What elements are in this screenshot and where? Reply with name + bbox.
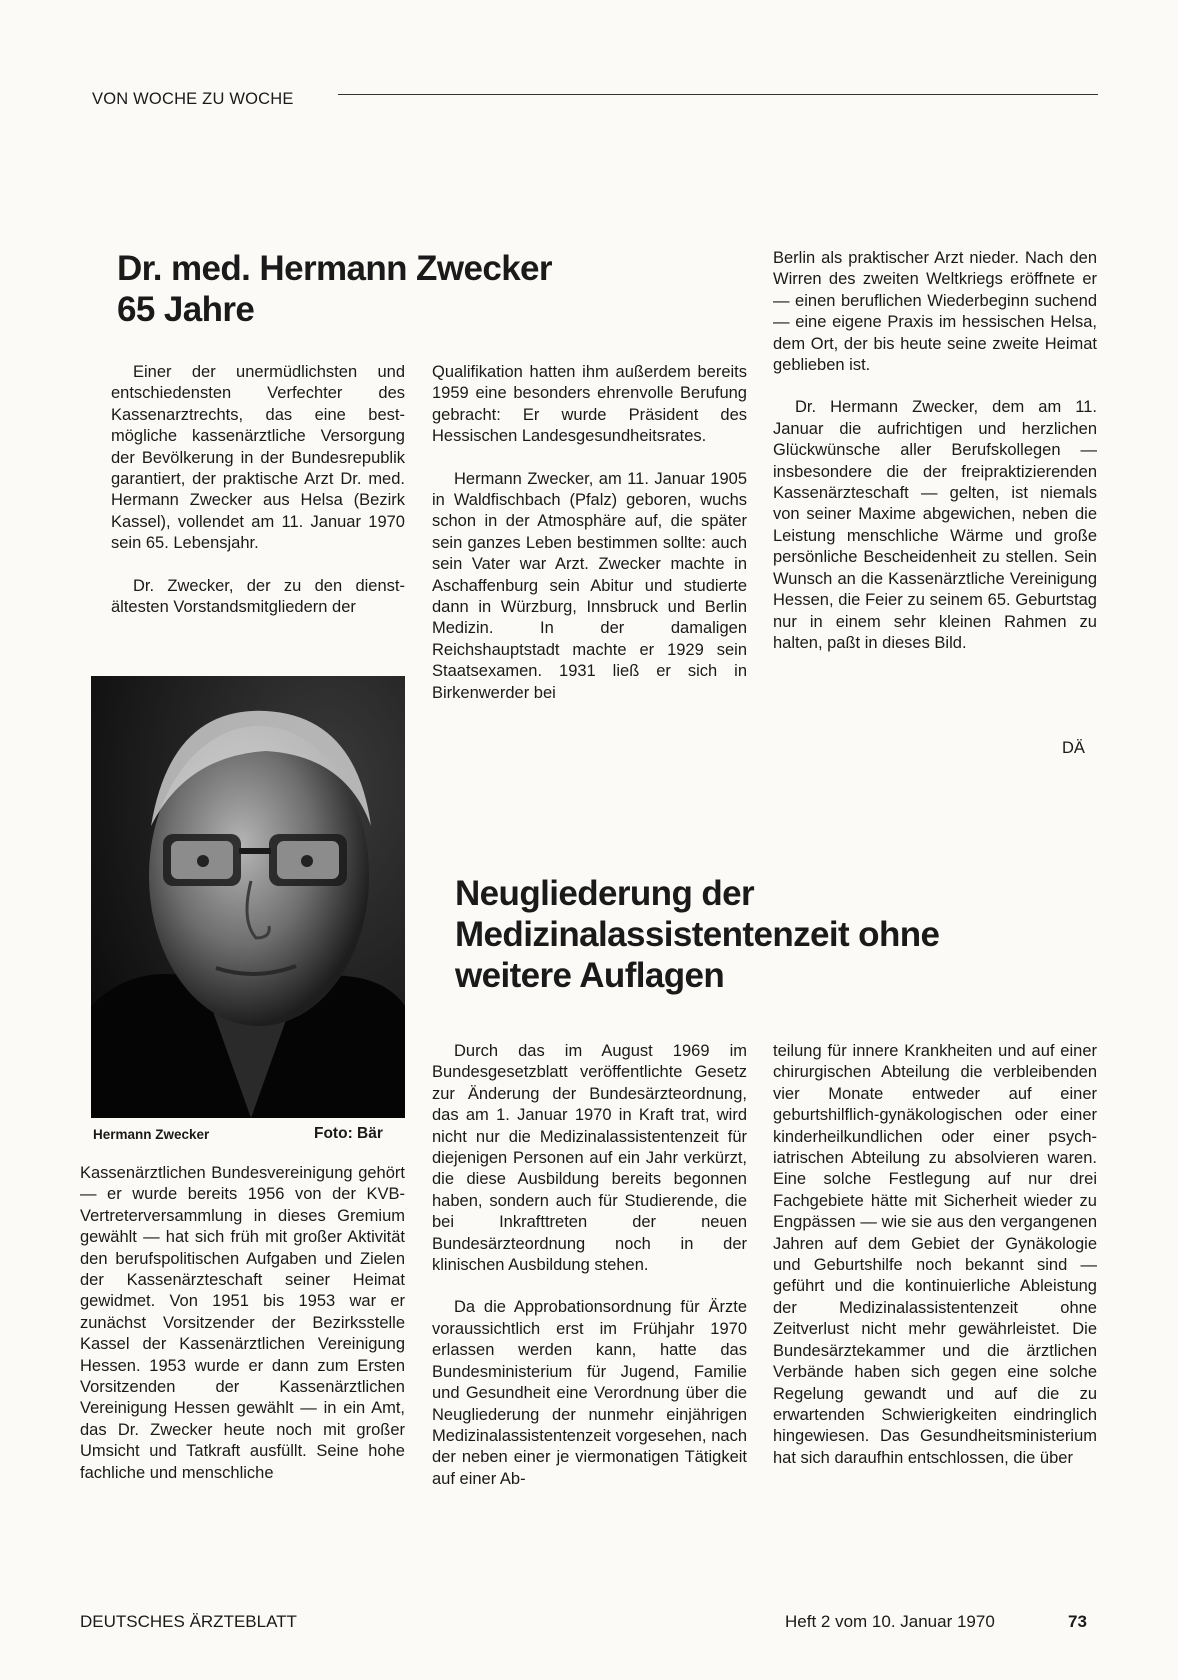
article2-title-line2: Medizinalassistentenzeit ohne (455, 915, 940, 954)
article1-col2-paragraph: Hermann Zwecker, am 11. Januar 1905 in Waldfischbach (Pfalz) geboren, wuchs schon in der Atmosphäre auf, die später sein ganzes Leben bestimmen sollte: auch sein Vater war Arzt. Zwecker machte in Aschaffenburg sein Abitur und studierte dann in Würzburg, Innsbruck und Berlin Medizin. In der damaligen Reichshauptstadt machte er 1929 sein Staatsexamen. 1931 ließ er sich in Birkenwerder bei (432, 469, 747, 702)
article1-col1-paragraph: Dr. Zwecker, der zu den dienstältesten Vorstandsmitgliedern der (111, 576, 405, 617)
article1-col2-paragraph: Qualifikation hatten ihm außerdem bereits 1959 eine besonders ehrenvolle Berufung gebracht: Er wurde Präsident des Hessischen Landesgesundheitsrates. (432, 363, 747, 446)
header-rule (338, 94, 1098, 95)
article1-col3-paragraph: Berlin als praktischer Arzt nieder. Nach den Wirren des zweiten Weltkriegs eröffnete er — einen beruflichen Wiederbeginn suchend — eine eigene Praxis im hessischen Helsa, dem Ort, der bis heute seine zweite Heimat geblieben ist. (773, 249, 1097, 375)
article2-title (455, 873, 939, 996)
article2-title-line3: weitere Auflagen (455, 956, 725, 995)
article2-col1-paragraph: Da die Approbationsordnung für Ärzte voraussichtlich erst im Frühjahr 1970 erlassen werden kann, hatte das Bundesministerium für Jugend, Familie und Gesundheit eine Verordnung über die Neugliederung der nunmehr einjährigen Medizinalassistentenzeit vorgesehen, nach der neben einer je viermonatigen Tätigkeit auf einer Ab- (432, 1298, 747, 1488)
article1-column2 (432, 362, 747, 704)
section-kicker: VON WOCHE ZU WOCHE (92, 90, 294, 108)
photo-caption: Hermann Zwecker (93, 1127, 210, 1142)
article1-col1-continued-paragraph: Kassenärztlichen Bundesvereinigung gehört — er wurde bereits 1956 von der KVB-Vertreterversammlung in dieses Gremium gewählt — hat sich früh mit großer Aktivität den berufspolitischen Aufgaben und Zielen der Kassenärzteschaft seiner Heimat gewidmet. Von 1951 bis 1953 war er zunächst Vorsitzender der Bezirksstelle Kassel der Kassenärztlichen Vereinigung Hessen. 1953 wurde er dann zum Ersten Vorsitzenden der Kassenärztlichen Vereinigung Hessen gewählt — in ein Amt, das Dr. Zwecker heute noch mit großer Umsicht und Tatkraft ausfüllt. Seine hohe fachliche und menschliche (80, 1164, 405, 1482)
page-number: 73 (1068, 1612, 1087, 1631)
issue-line: Heft 2 vom 10. Januar 1970 (785, 1612, 995, 1631)
article1-column1 (111, 362, 405, 618)
portrait-photo (91, 676, 405, 1118)
article2-title-line1: Neugliederung der (455, 874, 755, 913)
article1-title-line2: 65 Jahre (117, 290, 255, 329)
article1-signature: DÄ (1062, 739, 1085, 757)
article1-col1-paragraph: Einer der unermüdlichsten und entschiedensten Verfechter des Kassenarztrechts, das eine bestmögliche kassenärztliche Versorgung der Bevölkerung in der Bundesrepublik garantiert, der praktische Arzt Dr. med. Hermann Zwecker aus Helsa (Bezirk Kassel), vollendet am 11. Januar 1970 sein 65. Lebensjahr. (111, 363, 405, 553)
article1-column3 (773, 248, 1097, 654)
photo-credit: Foto: Bär (314, 1125, 383, 1142)
article1-title (117, 248, 552, 330)
portrait-image (91, 676, 405, 1118)
article2-col2-paragraph: teilung für innere Krankheiten und auf einer chirurgischen Abteilung die verbleibenden vier Monate entweder auf einer geburtshilflich-gynäkologischen oder einer kinderheilkundlichen oder einer psychiatrischen Abteilung zu absolvieren waren. Eine solche Festlegung auf nur drei Fachgebiete hätte mit Sicherheit wieder zu Engpässen — wie sie aus den vergangenen Jahren auf dem Gebiet der Gynäkologie und Geburtshilfe noch bekannt sind — geführt und die kontinuierliche Ableistung der Medizinalassistentenzeit ohne Zeitverlust nicht mehr gewährleistet. Die Bundesärztekammer und die ärztlichen Verbände haben sich gegen eine solche Regelung gewandt und auf die zu erwartenden Schwierigkeiten eindringlich hingewiesen. Das Gesundheitsministerium hat sich daraufhin entschlossen, die über (773, 1042, 1097, 1467)
article2-column1 (432, 1041, 747, 1490)
article1-title-line1: Dr. med. Hermann Zwecker (117, 249, 552, 288)
journal-name: DEUTSCHES ÄRZTEBLATT (80, 1612, 297, 1631)
article1-col3-paragraph: Dr. Hermann Zwecker, dem am 11. Januar die aufrichtigen und herzlichen Glückwünsche aller Berufskollegen — insbesondere die der freipraktizierenden Kassenärzteschaft — gelten, ist niemals von seiner Maxime abgewichen, neben die Leistung menschliche Wärme und große persönliche Bescheidenheit zu stellen. Sein Wunsch an die Kassenärztliche Vereinigung Hessen, die Feier zu seinem 65. Geburtstag nur in einem sehr kleinen Rahmen zu halten, paßt in dieses Bild. (773, 398, 1097, 652)
article2-col1-paragraph: Durch das im August 1969 im Bundesgesetzblatt veröffentlichte Gesetz zur Änderung der Bundesärzteordnung, das am 1. Januar 1970 in Kraft trat, wird nicht nur die Medizinalassistentenzeit für diejenigen Personen auf ein Jahr verkürzt, die diese Ausbildung bereits begonnen haben, sondern auch für Studierende, die bei Inkrafttreten der neuen Bundesärzteordnung noch in der klinischen Ausbildung stehen. (432, 1042, 747, 1275)
article1-column1-continued (80, 1163, 405, 1484)
article2-column2 (773, 1041, 1097, 1469)
